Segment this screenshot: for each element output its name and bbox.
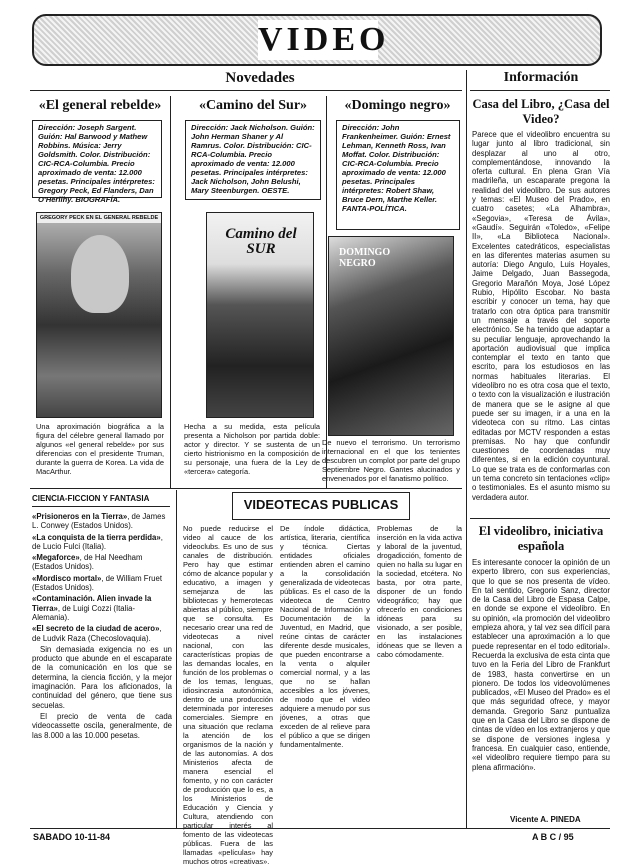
film-poster-photo	[206, 212, 314, 418]
film-caption: Una aproximación biográfica a la figura del célebre general llamado por algunos «el general rebelde» por sus diferencias con el presidente Truman, durante la guerra de Korea. La vida de MacArthur.	[36, 422, 164, 476]
film-still-photo	[36, 212, 162, 418]
poster-title: DOMINGO NEGRO	[339, 247, 391, 269]
film-credits: Dirección: Joseph Sargent. Guión: Hal Barwood y Mathew Robbins. Música: Jerry Goldsmith. Color. Distribución: CIC-RCA-Columbia. Precio aproximado de venta: 12.000 pesetas. Principales intérpretes: Gregory Peck, Ed Flanders, Dan O'Herlihy. BIOGRAFÍA.	[32, 120, 162, 198]
list-item: «Megaforce», de Hal Needham (Estados Unidos).	[32, 553, 143, 572]
portrait-figure	[71, 235, 129, 313]
videotecas-column-2: De índole didáctica, artística, literaria, científica y técnica. Ciertas entidades oficiales entienden abren el camino a la consolidación generalizada de videotecas públicas. Es el caso de la videoteca de Centro Nacional de Información y Documentación de la Juventud, en Madrid, que reúne cintas de carácter diferente desde musicales, que pueden encontrarse a la venta o alquiler comercial normal, y a las que no se hallan accesibles a los jóvenes, de modo que el video adquiere a menudo por sus jóvenes, a otras que exceden de al relieve para el público a que se dirigen fundamentalmente.	[280, 524, 370, 749]
film-title: «Domingo negro»	[344, 98, 451, 113]
film-caption: Hecha a su medida, esta película presenta a Nicholson por partida doble: actor y director. Y se sustenta de un cierto histrionismo en la composición de su personaje, una fuera de la Ley de «tercera» categoría.	[184, 422, 320, 476]
sci-fi-heading: CIENCIA-FICCION Y FANTASIA	[32, 494, 150, 503]
divider	[32, 506, 170, 507]
list-item: «Prisioneros en la Tierra», de James L. Conwey (Estados Unidos).	[32, 512, 166, 531]
videotecas-column-1: No puede reducirse el video al cauce de los videoclubs. Es uno de sus canales de distribución. Pero hay que estimar cómo de alcance popular y educativo, a imagen y semejanza de las bibliotecas y hemerotecas abiertas al público, siempre que se consulta. Es necesario crear una red de videotecas a nivel nacional, con las características propias de las demandas locales, en función de los problemas o de los temas, lenguas, idiosincrasia autonómica, dentro de una producción determinada por intereses comerciales. Siempre en una situación que reclama la atención de los organismos de la nación y de las autonomías. A dos Ministerios afecta de manera esencial el fomento, y no con carácter de producción que lo es, a los Ministerios de Educación y Ciencia y Cultura, atendiendo con particular interés al fomento de las videotecas públicas. Fuera de las llamadas «películas» hay muchos otros «creativas».	[183, 524, 273, 866]
article-title: Casa del Libro, ¿Casa del Video?	[472, 97, 610, 126]
film-title: «Camino del Sur»	[198, 98, 308, 113]
film-title: «El general rebelde»	[38, 98, 162, 113]
paragraph: El precio de venta de cada videocassette oscila, generalmente, de las 8.000 a las 10.000 pesetas.	[32, 711, 172, 740]
poster-title: Camino del SUR	[225, 226, 297, 257]
footer-divider	[30, 828, 610, 829]
informacion-heading: Información	[503, 70, 579, 85]
list-item: «Contaminación. Alien invade la Tierra», de Luigi Cozzi (Italia-Alemania).	[32, 594, 152, 622]
sci-fi-list	[32, 512, 172, 828]
film-poster-photo	[328, 236, 454, 436]
article-title: El videolibro, iniciativa española	[478, 524, 604, 553]
column-divider	[326, 96, 327, 488]
column-divider	[170, 96, 171, 488]
column-divider	[466, 70, 467, 828]
videotecas-title: VIDEOTECAS PUBLICAS	[243, 497, 399, 512]
photo-label: GREGORY PECK EN EL GENERAL REBELDE	[37, 213, 161, 223]
divider	[470, 518, 610, 519]
list-item: «Mordisco mortal», de William Fruet (Estados Unidos).	[32, 573, 162, 593]
section-title: VIDEO	[258, 21, 390, 58]
article-signature: Vicente A. PINEDA	[510, 815, 581, 824]
list-item: «El secreto de la ciudad de acero», de Ludvik Raza (Checoslovaquia).	[32, 624, 162, 643]
film-credits: Dirección: John Frankenheimer. Guión: Ernest Lehman, Kenneth Ross, Ivan Moffat. Color. Distribución: CIC-RCA-Columbia. Precio aproximado de venta: 12.000 pesetas. Principales intérpretes: Robert Shaw, Bruce Dern, Marthe Keller. FANTA-POLÍTICA.	[336, 120, 460, 230]
article-body: Parece que el videolibro encuentra su lugar junto al libro tradicional, sin desplazar al uno al otro, complementándose, innovando la oferta cultural. En plena Gran Vía madrileña, un escaparate pregona la realidad del videolibro. De sus autores y temas: «El Museo del Prado», en cuatro casetes; «La Alhambra», «Segovia», «Teresa de Ávila», «Gaudí». Seguirán «Toledo», «Felipe II», «La Biblioteca Nacional». Excelentes catedráticos, especialistas en las diferentes materias asumen su autoría: Diego Angulo, Luis Hoyales, Jaime Delgado, Juan Bassegoda, Gregorio Marañón Moya, José López Rubio, Hipólito Escobar. No basta escribir y conocer un tema, hay que tratarlo con otra óptica para transmitir un mensaje a través del soporte electrónico. Se ha tenido que adaptar a su peculiar lenguaje, aprovechando la aportación audiovisual que implica contemplar el texto en tanto que escrito, para los estudiosos en las normas habituales literarias. El videolibro no es otra cosa que el texto, o texto con la visualización e ilustración de manera que se le asigne al que puede ser su imagen, ir a una en la videoteca con su ritmo. Las cintas editadas por MCTV responden a estas premisas. No hay que confundir cuestiones de coordenadas muy diferentes, si en la edición coyuntural. Lo que se trata es de conformarlas con un tema concreto sin tentaciones «clip» o testimoniales. Es el asunto mismo su verdadera autor.	[472, 130, 610, 502]
divider	[30, 90, 462, 91]
divider	[30, 488, 462, 489]
novedades-heading: Novedades	[225, 70, 295, 86]
footer-page-number: A B C / 95	[532, 832, 574, 842]
film-credits: Dirección: Jack Nicholson. Guión: John Herman Shaner y Al Ramrus. Color. Distribución: CIC-RCA-Columbia. Precio aproximado de venta: 12.000 pesetas. Principales intérpretes: Jack Nicholson, John Belushi, Mary Steenburgen. OESTE.	[185, 120, 321, 200]
film-caption: De nuevo el terrorismo. Un terrorismo internacional en el que los tenientes descubren un complot por parte del grupo Septiembre Negro. Gantes alucinados y envenenados por el fanatismo político.	[322, 438, 460, 483]
footer-date: SABADO 10-11-84	[33, 832, 111, 842]
article-body: Es interesante conocer la opinión de un experto librero, con sus experiencias, que lo que se nos presenta de vídeo. En tal sentido, Gregorio Sanz, director de la Casa del Libro de Espasa Calpe, en donde se expone el videolibro. En su opinión, «la promoción del videolibro empieza ahora, y tal vez sea difícil para establecer una aproximación a lo que puede representar en el todo editorial». Recuerda la exclusiva de esta cinta que tuvo en la Feria del Libro de Frankfurt de 1983, hasta convertirse en un pionero. De todos los videovolúmenes publicados, «El Museo del Prado» es el que más seguridad ofrece, y mayor demanda. Gregorio Sanz puntualiza que en la Casa del Libro se dispone de cintas de vídeo en los extranjeros y que se dispone de versiones inglesa y francesa. En cualquier caso, entiende, «el videolibro requiere tiempo para su plena afirmación».	[472, 558, 610, 772]
list-item: «La conquista de la tierra perdida», de Lucio Fulci (Italia).	[32, 532, 163, 551]
videotecas-column-3: Problemas de la inserción en la vida activa y laboral de la juventud, drogadicción, fomento de quien no halla su lugar en la sociedad, etcétera. No basta, por otra parte, disponer de un fondo videográfico; hay que ofrecerlo en condiciones idóneas para su visionado, a ser posible, en las instalaciones idóneas que se lleven a cabo cómodamente.	[377, 524, 462, 659]
divider	[470, 90, 610, 91]
column-divider	[176, 490, 177, 828]
paragraph: Sin demasiada exigencia no es un producto que abunde en el escaparate de la comunicación en los que se determina, la ciencia ficción, y la mejor imaginación. Para los aficionados, la continuidad del género, que tiene sus secuelas.	[32, 644, 172, 710]
